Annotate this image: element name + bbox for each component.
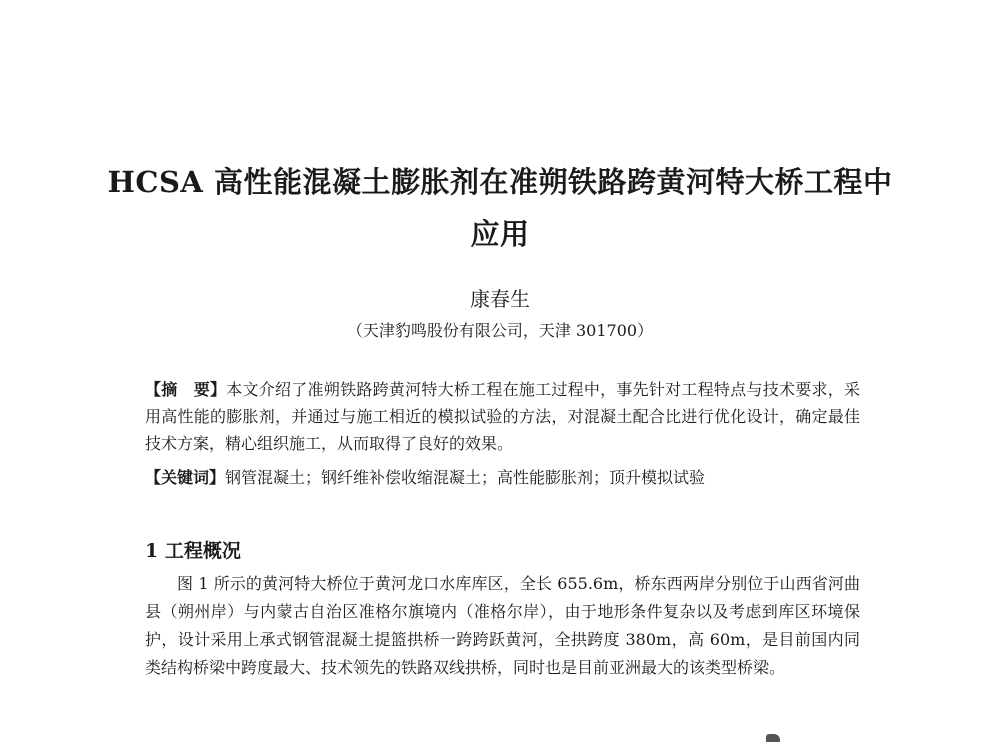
abstract-label: 【摘 要】 <box>145 380 227 399</box>
scan-artifact-mark <box>766 734 780 742</box>
keywords-text: 钢管混凝土；钢纤维补偿收缩混凝土；高性能膨胀剂；顶升模拟试验 <box>225 468 706 487</box>
author-name: 康春生 <box>470 287 530 311</box>
section-paragraph: 图 1 所示的黄河特大桥位于黄河龙口水库库区，全长 655.6m，桥东西两岸分别位于山西省河曲县（朔州岸）与内蒙古自治区准格尔旗境内（准格尔岸），由于地形条件复杂以及考虑到库区环境保护，设计采用上承式钢管混凝土提篮拱桥一跨跨跃黄河，全拱跨度 380m，高 60m，是目前国内同类结构桥梁中跨度最大、技术领先的铁路双线拱桥，同时也是目前亚洲最大的该类型桥梁。 <box>145 574 860 677</box>
abstract-text: 本文介绍了准朔铁路跨黄河特大桥工程在施工过程中，事先针对工程特点与技术要求，采用高性能的膨胀剂，并通过与施工相近的模拟试验的方法，对混凝土配合比进行优化设计，确定最佳技术方案，精心组织施工，从而取得了良好的效果。 <box>145 380 860 453</box>
keywords <box>145 464 860 491</box>
keywords-label: 【关键词】 <box>145 468 226 487</box>
author-affiliation: （天津豹鸣股份有限公司，天津 301700） <box>346 321 654 340</box>
paper-title-line-2: 应用 <box>470 217 530 251</box>
abstract <box>145 376 860 457</box>
paper-title-line-1: HCSA 高性能混凝土膨胀剂在准朔铁路跨黄河特大桥工程中 <box>107 165 893 199</box>
section-heading: 1 工程概况 <box>145 540 241 562</box>
